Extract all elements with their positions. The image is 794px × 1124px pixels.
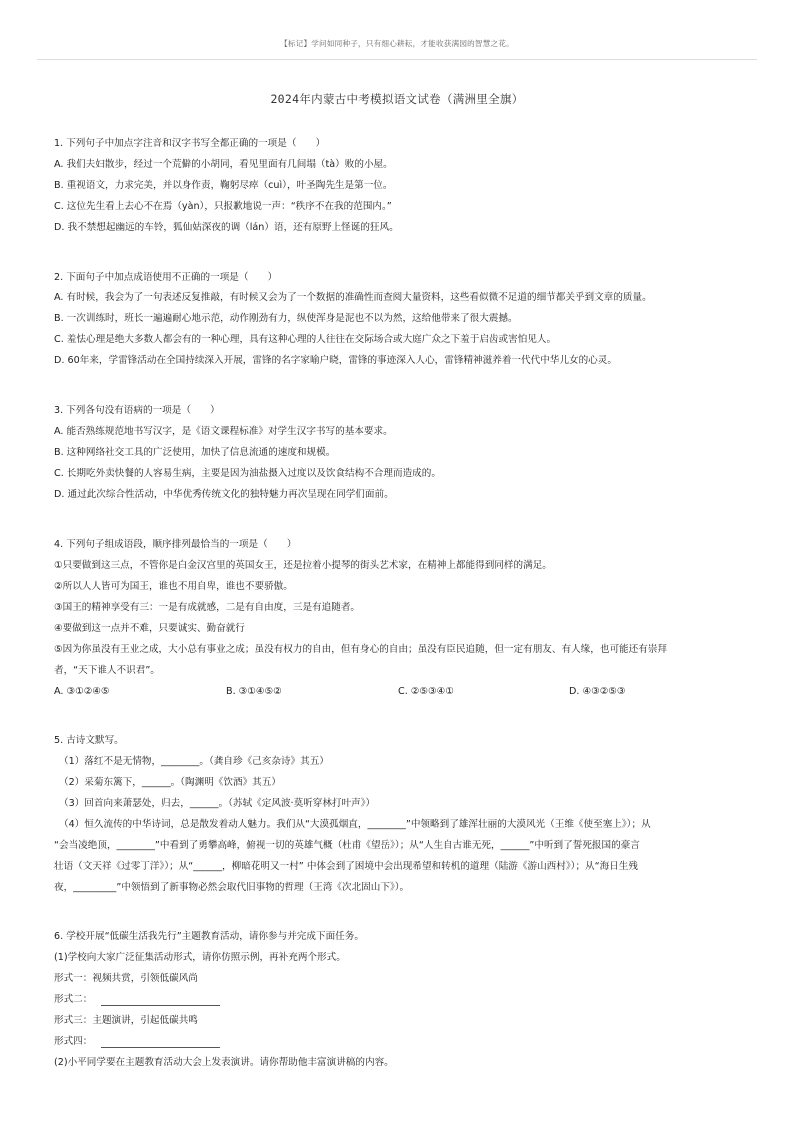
q1-option-c[interactable]: C. 这位先生看上去心不在焉（yàn），只报歉地说一声：“秩序不在我的范围内。” [54,201,392,212]
q4-stem: 4. 下列句子组成语段，顺序排列最恰当的一项是（ ） [54,539,297,550]
q6-stem: 6. 学校开展“低碳生活我先行”主题教育活动，请你参与并完成下面任务。 [54,931,364,942]
q4-option-d[interactable]: D. ④③②⑤③ [569,686,626,697]
q5-item-3: （3）回首向来萧瑟处，归去，______。（苏轼《定风波·莫听穿林打叶声》） [59,798,376,809]
q2-option-b[interactable]: B. 一次训练时，班长一遍遍耐心地示范，动作刚劲有力，纵使浑身是泥也不以为然，这给他带来了很大震撼。 [54,313,518,324]
q4-sentence-2: ②所以人人皆可为国王，谁也不用自卑，谁也不要骄傲。 [54,581,293,592]
header-quote: 【标记】学问如同种子，只有细心耕耘，才能收获满园的智慧之花。 [280,39,514,48]
q4-sentence-1: ①只要做到这三点，不管你是白金汉宫里的英国女王，还是拉着小提琴的街头艺术家，在精神上都能得到同样的满足。 [54,560,552,571]
q3-option-b[interactable]: B. 这种网络社交工具的广泛使用，加快了信息流通的速度和规模。 [54,447,336,458]
q5-item-4-line-3: 壮语（文天祥《过零丁洋》）；从“______，柳暗花明又一村” 中体会到了困境中会出现希望和转机的道理（陆游《游山西村》）；从“海日生残 [54,861,638,872]
q5-item-4: （4）恒久流传的中华诗词，总是散发着动人魅力。我们从“大漠孤烟直，________”中领略到了雄浑壮丽的大漠风光（王维《使至塞上》）；从 [59,819,651,830]
q6-form-2-label: 形式二： [54,994,93,1005]
q5-item-4-line-4: 夜，_________”中领悟到了新事物必然会取代旧事物的哲理（王湾《次北固山下》）。 [54,882,410,893]
q6-part-2: (2)小平同学要在主题教育活动大会上发表演讲。请你帮助他丰富演讲稿的内容。 [54,1057,394,1068]
header-divider [37,59,757,60]
q5-item-2: （2）采菊东篱下，______。（陶渊明《饮酒》其五） [59,777,281,788]
q4-option-a[interactable]: A. ③①②④⑤ [54,686,110,697]
q5-stem: 5. 古诗文默写。 [54,735,124,746]
q4-option-b[interactable]: B. ③①④⑤② [226,686,282,697]
q1-option-a[interactable]: A. 我们夫妇散步，经过一个荒僻的小胡同，看见里面有几间塌（tà）败的小屋。 [54,159,393,170]
q4-sentence-4: ④要做到这一点并不难，只要诚实、勤奋就行 [54,623,245,634]
q1-option-d[interactable]: D. 我不禁想起幽远的车铃，狐仙姑深夜的调（lán）语，还有原野上怪诞的狂风。 [54,222,399,233]
q4-sentence-5-cont: 者，“天下谁人不识君”。 [54,665,160,676]
q2-option-d[interactable]: D. 60年来，学雷锋活动在全国持续深入开展，雷锋的名字家喻户晓，雷锋的事迹深入人心，雷锋精神滋养着一代代中华儿女的心灵。 [54,355,617,366]
q2-option-a[interactable]: A. 有时候，我会为了一句表述反复推敲，有时候又会为了一个数据的准确性而查阅大量资料，这些看似微不足道的细节都关乎到文章的质量。 [54,292,652,303]
q1-stem: 1. 下列句子中加点字注音和汉字书写全都正确的一项是（ ） [54,138,326,149]
q6-form-4-label: 形式四： [54,1036,93,1047]
q2-option-c[interactable]: C. 羞怯心理是绝大多数人都会有的一种心理，具有这种心理的人往往在交际场合或大庭广众之下羞于启齿或害怕见人。 [54,334,557,345]
q4-options [0,686,794,700]
q4-sentence-5: ⑤因为你虽没有王业之成，大小总有事业之成；虽没有权力的自由，但有身心的自由；虽没有臣民追随，但一定有朋友、有人缘，也可能还有崇拜 [54,644,668,655]
q3-option-a[interactable]: A. 能否熟练规范地书写汉字，是《语文课程标准》对学生汉字书写的基本要求。 [54,426,393,437]
q3-option-d[interactable]: D. 通过此次综合性活动，中华优秀传统文化的独特魅力再次呈现在同学们面前。 [54,489,394,500]
q3-stem: 3. 下列各句没有语病的一项是（ ） [54,405,220,416]
q4-option-c[interactable]: C. ②⑤③④① [398,686,454,697]
q3-option-c[interactable]: C. 长期吃外卖快餐的人容易生病，主要是因为油盐摄入过度以及饮食结构不合理而造成的。 [54,468,441,479]
q6-form-2-blank[interactable] [101,1005,220,1006]
q4-sentence-3: ③国王的精神享受有三：一是有成就感，二是有自由度，三是有追随者。 [54,602,361,613]
q6-part-1: (1)学校向大家广泛征集活动形式，请你仿照示例，再补充两个形式。 [54,952,346,963]
document-title: 2024年内蒙古中考模拟语文试卷（满洲里全旗） [270,92,524,106]
q5-item-4-line-2: “会当凌绝顶，________”中看到了勇攀高峰，俯视一切的英雄气概（杜甫《望岳》）；从“人生自古谁无死，______”中听到了誓死报国的豪言 [54,840,640,851]
q2-stem: 2. 下面句子中加点成语使用不正确的一项是（ ） [54,272,278,283]
q6-form-4-blank[interactable] [101,1047,220,1048]
q5-item-1: （1）落红不是无情物，________。（龚自珍《己亥杂诗》其五） [59,756,329,767]
q6-form-1: 形式一：视频共赏，引领低碳风尚 [54,973,198,984]
q6-form-3: 形式三：主题演讲，引起低碳共鸣 [54,1015,198,1026]
q1-option-b[interactable]: B. 重视语文，力求完美，并以身作责，鞠躬尽瘁（cuì），叶圣陶先生是第一位。 [54,180,393,191]
